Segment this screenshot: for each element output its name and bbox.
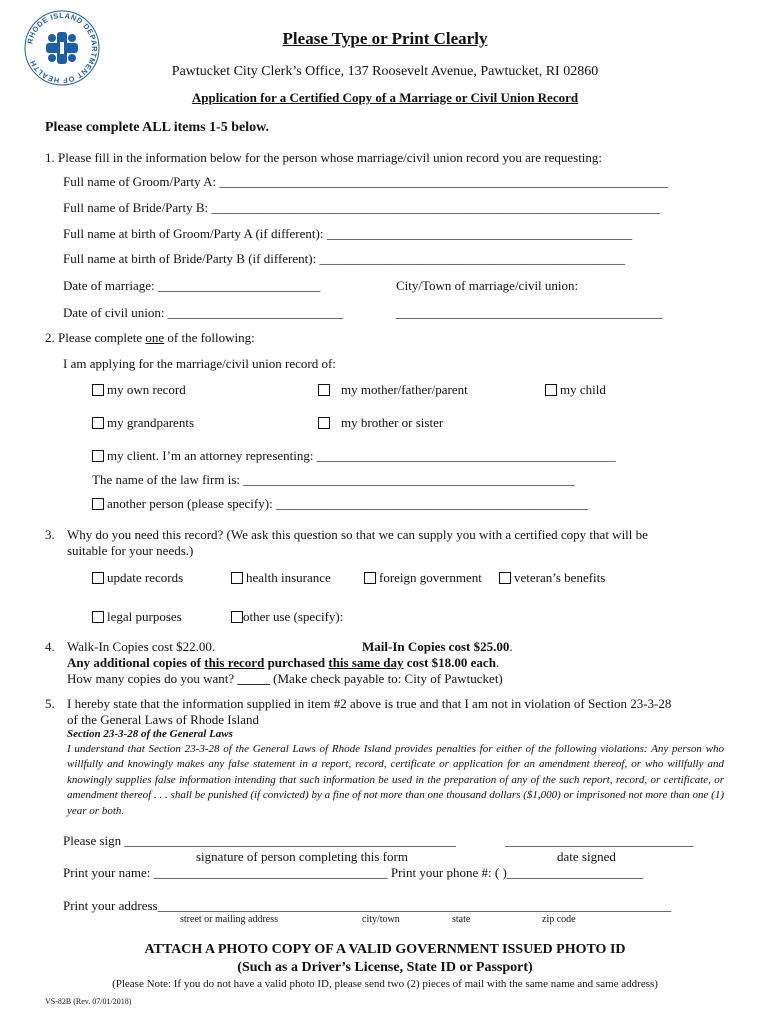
photo-id-note: (Please Note: If you do not have a valid photo ID, please send two (2) pieces of mail with the same name and same address) xyxy=(112,978,658,990)
item1-intro: 1. Please fill in the information below for the person whose marriage/civil union record you are requesting: xyxy=(45,150,603,165)
bride-birth-name-field[interactable]: Full name at birth of Bride/Party B (if different): _______________________________________________ xyxy=(63,251,625,266)
item5-statement-cont: of the General Laws of Rhode Island xyxy=(67,712,260,727)
form-title: Please Type or Print Clearly xyxy=(282,29,488,48)
item5-statement: I hereby state that the information supplied in item #2 above is true and that I am not in violation of Section 23-3-28 xyxy=(67,696,672,711)
option-another-person[interactable]: another person (please specify): ________________________________________________ xyxy=(92,496,588,511)
law-section-title: Section 23-3-28 of the General Laws xyxy=(67,728,233,740)
checkbox[interactable] xyxy=(92,384,104,396)
bride-name-field[interactable]: Full name of Bride/Party B: _____________________________________________________________________ xyxy=(63,200,660,215)
photo-id-examples: (Such as a Driver’s License, State ID or Passport) xyxy=(237,960,533,975)
instructions: Please complete ALL items 1-5 below. xyxy=(45,120,269,135)
option-client[interactable]: my client. I’m an attorney representing: ______________________________________________ xyxy=(92,448,616,463)
photo-id-heading: ATTACH A PHOTO COPY OF A VALID GOVERNMENT ISSUED PHOTO ID xyxy=(144,942,626,957)
address-caption-street: street or mailing address xyxy=(180,914,279,925)
item3-question: Why do you need this record? (We ask this question so that we can supply you with a certified copy that will be xyxy=(67,527,648,542)
law-firm-field[interactable]: The name of the law firm is: ___________________________________________________ xyxy=(92,472,575,487)
form-subtitle: Application for a Certified Copy of a Marriage or Civil Union Record xyxy=(191,90,579,105)
checkbox[interactable] xyxy=(318,384,330,396)
reason-veterans-benefits[interactable]: veteran’s benefits xyxy=(499,570,605,585)
date-of-civil-union-field[interactable]: Date of civil union: ___________________________ xyxy=(63,305,344,320)
reason-health-insurance[interactable]: health insurance xyxy=(231,570,331,585)
option-sibling[interactable]: my brother or sister xyxy=(318,415,443,430)
form-revision-id: VS-82B (Rev. 07/01/2018) xyxy=(45,997,132,1006)
item5-number: 5. xyxy=(45,696,55,711)
address-caption-city: city/town xyxy=(362,914,400,925)
checkbox[interactable] xyxy=(92,417,104,429)
signature-caption: signature of person completing this form xyxy=(196,849,408,864)
checkbox[interactable] xyxy=(545,384,557,396)
option-child[interactable]: my child xyxy=(545,382,606,397)
print-name-phone-field[interactable]: Print your name: ____________________________________ Print your phone #: ( )_____________________ xyxy=(63,865,644,880)
seal-ring-text: RHODE ISLAND DEPARTMENT OF HEALTH xyxy=(25,10,100,86)
mail-in-cost: Mail-In Copies cost $25.00. xyxy=(362,639,513,654)
checkbox[interactable] xyxy=(231,611,243,623)
address-caption-state: state xyxy=(452,914,471,925)
date-signed-field[interactable]: _____________________________ xyxy=(505,833,694,848)
reason-foreign-government[interactable]: foreign government xyxy=(364,570,482,585)
signature-field[interactable]: Please sign ___________________________________________________ xyxy=(63,833,456,848)
city-town-field[interactable]: _________________________________________ xyxy=(396,305,663,320)
item3-number: 3. xyxy=(45,527,55,542)
reason-update-records[interactable]: update records xyxy=(92,570,183,585)
checkbox[interactable] xyxy=(499,572,511,584)
checkbox[interactable] xyxy=(231,572,243,584)
groom-name-field[interactable]: Full name of Groom/Party A: _____________________________________________________________________ xyxy=(63,174,668,189)
law-section-text: I understand that Section 23-3-28 of the General Laws of Rhode Island provides penalties for either of the following violations: Any person who willfully and knowingly makes any false statement in a report, record, certificate or application for an amendment thereof, or who willfully and knowingly supplies false information intending that such information be used in the preparation of any of the such report, record, or certificate, or amendment thereof . . . shall be punished (if convicted) by a fine of not more than one thousand dollars ($1,000) or imprisoned not more than one (1) year or both. xyxy=(67,743,724,817)
groom-birth-name-field[interactable]: Full name at birth of Groom/Party A (if different): _______________________________________________ xyxy=(63,226,633,241)
walk-in-cost: Walk-In Copies cost $22.00. xyxy=(67,639,216,654)
applying-for-label: I am applying for the marriage/civil union record of: xyxy=(63,356,336,371)
reason-legal-purposes[interactable]: legal purposes xyxy=(92,609,182,624)
city-town-label: City/Town of marriage/civil union: xyxy=(396,278,579,293)
checkbox[interactable] xyxy=(92,572,104,584)
date-of-marriage-field[interactable]: Date of marriage: _________________________ xyxy=(63,278,321,293)
item4-number: 4. xyxy=(45,639,55,654)
date-signed-caption: date signed xyxy=(557,849,616,864)
option-own-record[interactable]: my own record xyxy=(92,382,186,397)
copies-count-field[interactable]: _____ xyxy=(237,671,270,686)
address-field[interactable]: Print your address_______________________________________________________________________________ xyxy=(63,898,672,913)
checkbox[interactable] xyxy=(364,572,376,584)
option-grandparents[interactable]: my grandparents xyxy=(92,415,194,430)
item2-intro: 2. Please complete one of the following: xyxy=(45,330,255,345)
office-address: Pawtucket City Clerk’s Office, 137 Roosevelt Avenue, Pawtucket, RI 02860 xyxy=(171,64,599,79)
checkbox[interactable] xyxy=(92,498,104,510)
copies-requested: How many copies do you want? _____ (Make check payable to: City of Pawtucket) xyxy=(67,671,503,686)
checkbox[interactable] xyxy=(92,450,104,462)
item3-question-cont: suitable for your needs.) xyxy=(67,543,194,558)
reason-other-use[interactable]: other use (specify): xyxy=(231,609,343,624)
checkbox[interactable] xyxy=(318,417,330,429)
additional-copies-cost: Any additional copies of this record purchased this same day cost $18.00 each. xyxy=(67,655,500,670)
option-parent[interactable]: my mother/father/parent xyxy=(318,382,468,397)
checkbox[interactable] xyxy=(92,611,104,623)
address-caption-zip: zip code xyxy=(542,914,576,925)
